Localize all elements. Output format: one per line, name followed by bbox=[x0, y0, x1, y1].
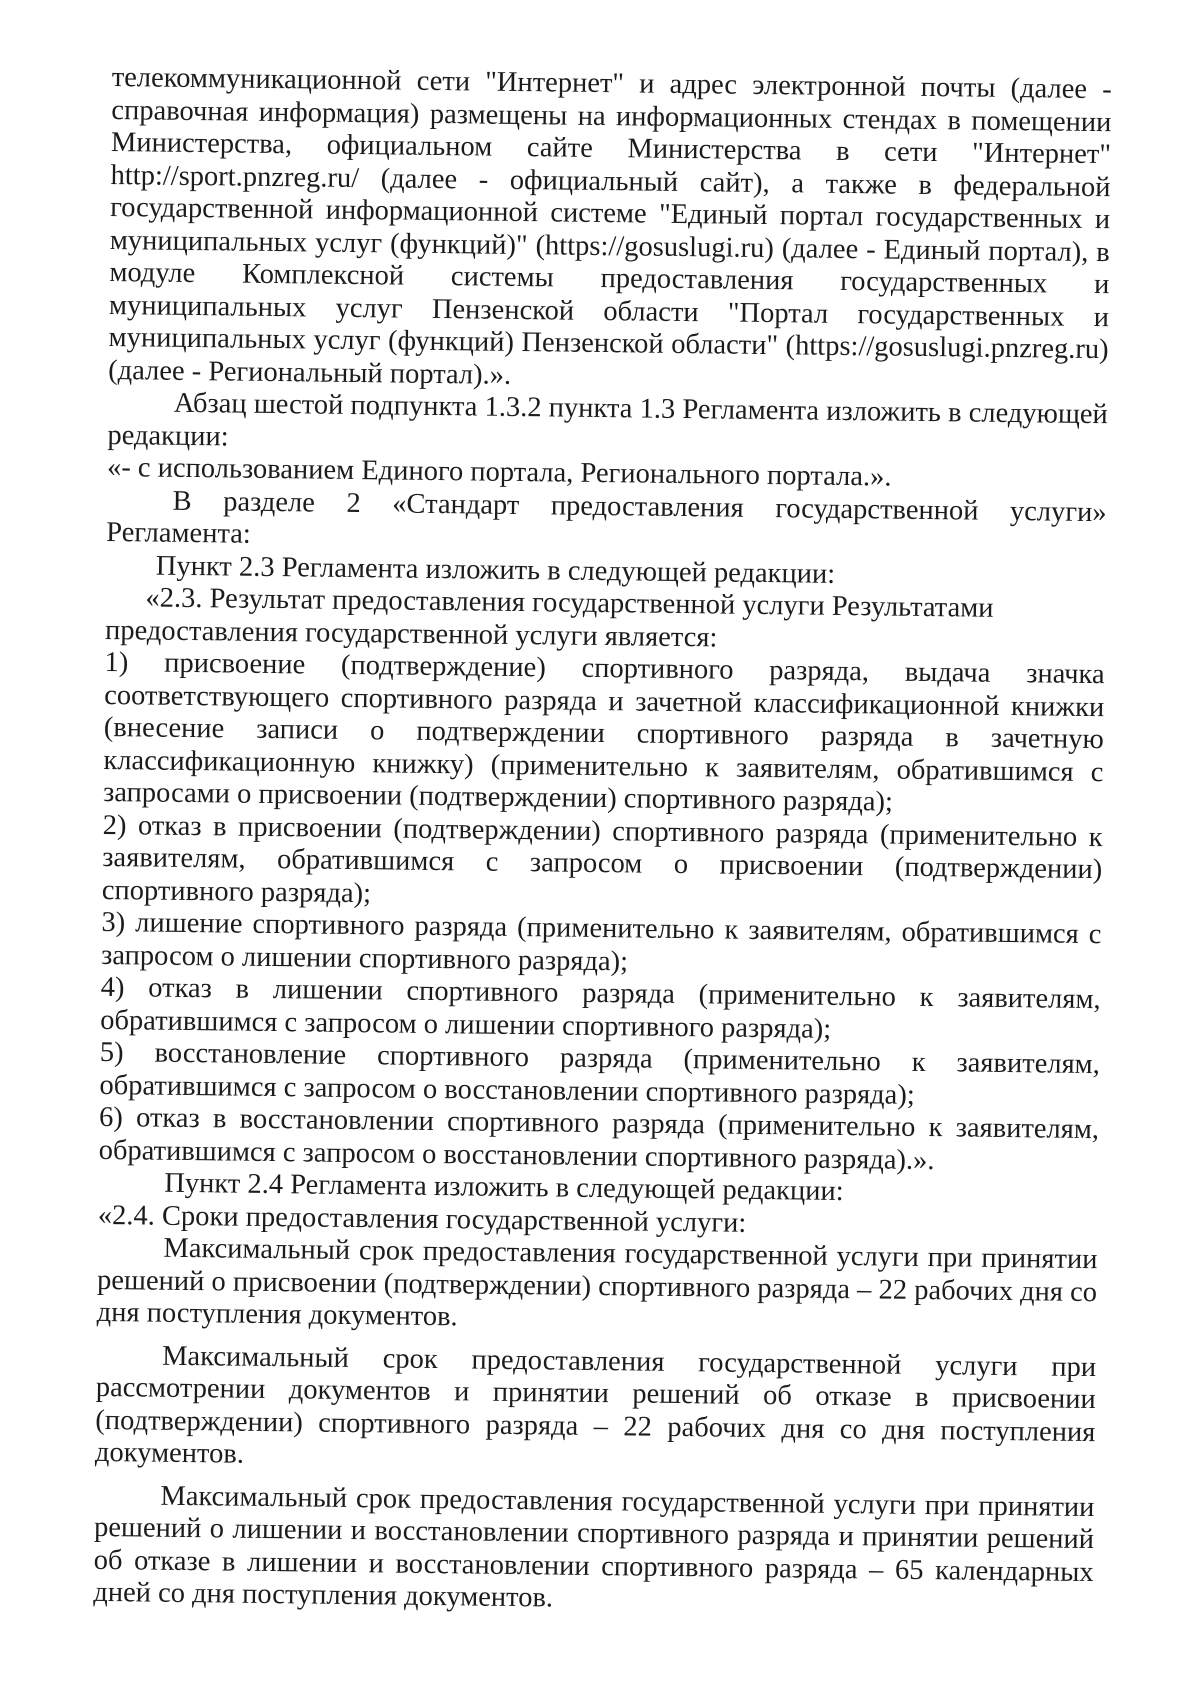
list-item-2: 2) отказ в присвоении (подтверждении) спортивного разряда (применительно к заявителям, обратившимся с запросом о присвоении (подтверждении) спортивного разряда); bbox=[101, 809, 1103, 909]
paragraph-section-2: В разделе 2 «Стандарт предоставления государственной услуги» Регламента: bbox=[106, 485, 1107, 550]
paragraph-contacts: телекоммуникационной сети "Интернет" и адрес электронной почты (далее - справочная информация) размещены на информационных стендах в помещении Министерства, официальном сайте Министерства в сети "Интернет" http://sport.pnzreg.ru/ (далее - официальный сайт), а также в федеральной государственной информационной системе "Единый портал государственных и муниципальных услуг (функций)" (https://gosuslugi.ru) (далее - Единый портал), в модуле Комплексной системы предоставления государственных и муниципальных услуг Пензенской области "Портал государственных и муниципальных услуг (функций) Пензенской области" (https://gosuslugi.pnzreg.ru) (далее - Региональный портал).». bbox=[108, 62, 1112, 391]
paragraph-punkt-2-3: Пункт 2.3 Регламента изложить в следующей редакции: bbox=[155, 550, 836, 590]
paragraph-2-4-terms: «2.4. Сроки предоставления государственной услуги: bbox=[97, 1199, 747, 1239]
document-body bbox=[93, 62, 1112, 1622]
paragraph-abzac-shestoy: Абзац шестой подпункта 1.3.2 пункта 1.3 Регламента изложить в следующей редакции: bbox=[107, 387, 1108, 452]
paragraph-punkt-2-4: Пункт 2.4 Регламента изложить в следующей редакции: bbox=[164, 1167, 844, 1208]
paragraph-term-assign: Максимальный срок предоставления государственной услуги при принятии решений о присвоении (подтверждении) спортивного разряда – 22 рабочих дня со дня поступления документов. bbox=[96, 1232, 1098, 1333]
list-item-4: 4) отказ в лишении спортивного разряда (применительно к заявителям, обратившимся с запросом о лишении спортивного разряда); bbox=[100, 971, 1101, 1045]
list-item-5: 5) восстановление спортивного разряда (применительно к заявителям, обратившимся с запросом о восстановлении спортивного разряда); bbox=[99, 1036, 1101, 1111]
list-item-1: 1) присвоение (подтверждение) спортивного разряда, выдача значка соответствующего спортивного разряда и зачетной классификационной книжки (внесение записи о подтверждении спортивного разряда в зачетную классификационную книжку) (применительно к заявителям, обратившимся с запросами о присвоении (подтверждении) спортивного разряда); bbox=[102, 646, 1105, 818]
list-item-3: 3) лишение спортивного разряда (применительно к заявителям, обратившимся с запросом о лишении спортивного разряда); bbox=[100, 906, 1102, 977]
paragraph-quote-portal: «- с использованием Единого портала, Регионального портала.». bbox=[106, 451, 892, 493]
paragraph-term-deprivation: Максимальный срок предоставления государственной услуги при принятии решений о лишении и восстановлении спортивного разряда и принятии решений об отказе в лишении и восстановлении спортивного разряда – 65 календарных дней со дня поступления документов. bbox=[93, 1480, 1095, 1614]
paragraph-2-3-result: «2.3. Результат предоставления государственной услуги Результатами предоставления государственной услуги является: bbox=[104, 582, 994, 653]
list-item-6: 6) отказ в восстановлении спортивного разряда (применительно к заявителям, обратившимся с запросом о восстановлении спортивного разряда).». bbox=[98, 1101, 1100, 1176]
paragraph-term-refusal: Максимальный срок предоставления государственной услуги при рассмотрении документов и принятии решений об отказе в присвоении (подтверждении) спортивного разряда – 22 рабочих дня со дня поступления документов. bbox=[94, 1340, 1097, 1470]
